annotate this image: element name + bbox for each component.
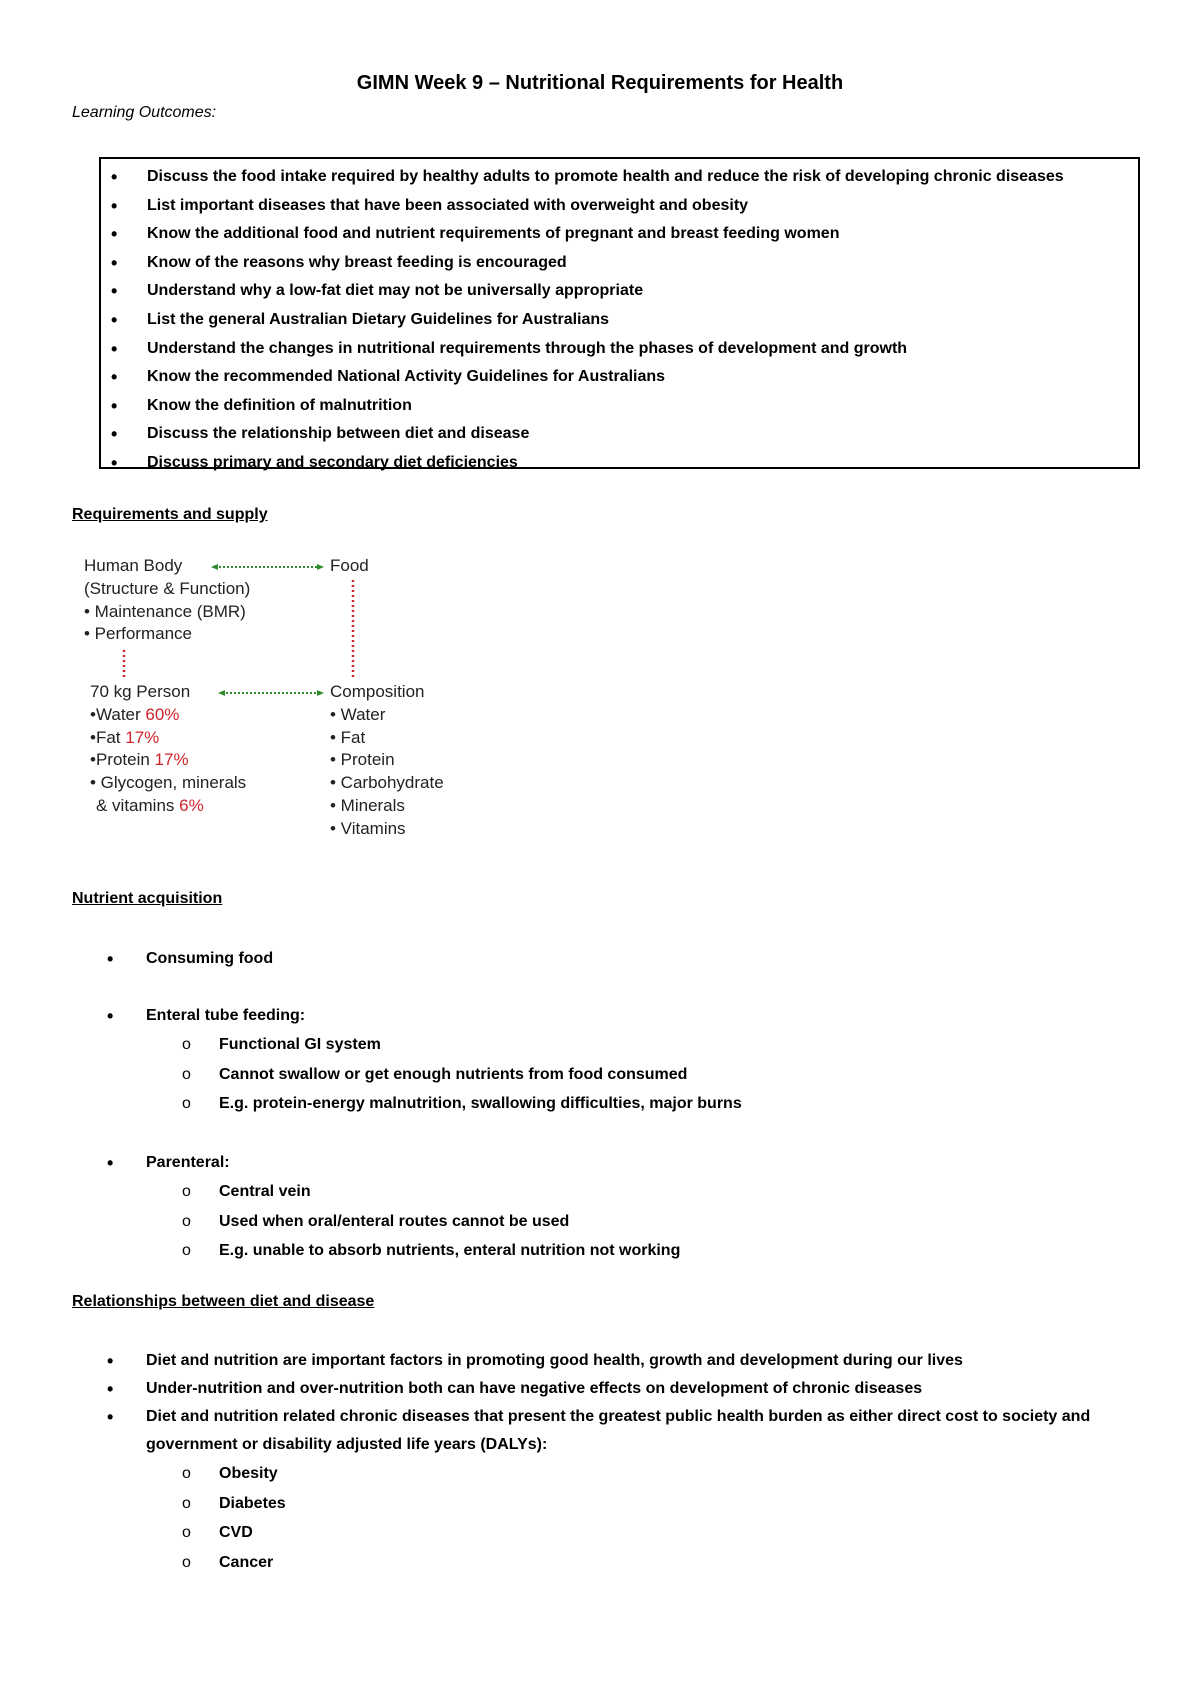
sub-list-item: o Cancer (146, 1548, 1136, 1578)
diagram-performance: • Performance (84, 624, 192, 643)
enteral-sublist (146, 1030, 1200, 1119)
learning-outcomes-box (99, 157, 1140, 469)
diagram-comp-item: • Minerals (330, 796, 405, 815)
learning-outcome-item: • List important diseases that have been associated with overweight and obesity (101, 192, 1138, 221)
diagram-water: •Water 60% (90, 705, 180, 724)
sub-list-item: o Diabetes (146, 1489, 1136, 1519)
diagram-person: 70 kg Person (90, 682, 191, 701)
learning-outcome-item: • Know of the reasons why breast feeding is encouraged (101, 249, 1138, 278)
enteral-list (0, 1002, 1200, 1119)
learning-outcome-item: • List the general Australian Dietary Guidelines for Australians (101, 306, 1138, 335)
parenteral-sublist (146, 1177, 1200, 1266)
list-item: • Under-nutrition and over-nutrition both can have negative effects on development of chronic diseases (0, 1375, 1200, 1403)
sub-list-item: o E.g. protein-energy malnutrition, swallowing difficulties, major burns (146, 1089, 1200, 1119)
page-title: GIMN Week 9 – Nutritional Requirements for Health (356, 72, 844, 94)
learning-outcome-item: • Understand why a low-fat diet may not be universally appropriate (101, 277, 1138, 306)
diagram-fat: •Fat 17% (90, 728, 160, 747)
sub-list-item: o Functional GI system (146, 1030, 1200, 1060)
requirements-heading: Requirements and supply (72, 506, 268, 523)
diseases-sublist (146, 1459, 1136, 1577)
learning-outcomes-label: Learning Outcomes: (72, 104, 217, 121)
diagram-glycogen: • Glycogen, minerals (90, 773, 247, 792)
requirements-diagram (80, 556, 480, 856)
sub-list-item: o Used when oral/enteral routes cannot be used (146, 1207, 1200, 1237)
learning-outcome-item: • Discuss the relationship between diet and disease (101, 420, 1138, 449)
diagram-comp-item: • Fat (330, 728, 366, 747)
sub-list-item: o Central vein (146, 1177, 1200, 1207)
arrow-bottom-horizontal (218, 690, 324, 696)
relationships-list (0, 1347, 1200, 1577)
list-item (0, 1002, 1200, 1119)
list-item: • Consuming food (0, 945, 1200, 973)
acquisition-heading: Nutrient acquisition (72, 890, 223, 907)
sub-list-item: o CVD (146, 1518, 1136, 1548)
sub-list-item: o Cannot swallow or get enough nutrients from food consumed (146, 1060, 1200, 1090)
diagram-composition: Composition (330, 682, 425, 701)
arrow-top-horizontal (211, 564, 324, 570)
learning-outcome-item: • Know the definition of malnutrition (101, 392, 1138, 421)
dalys-text: Diet and nutrition related chronic diseases that present the greatest public health burden as either direct cost to society and government or disability adjusted life years (DALYs): (146, 1408, 1091, 1453)
enteral-label: Enteral tube feeding: (146, 1007, 306, 1024)
learning-outcome-item: • Discuss primary and secondary diet deficiencies (101, 449, 1138, 478)
diagram-maintenance: • Maintenance (BMR) (84, 602, 246, 621)
diagram-vitamins-pct: & vitamins 6% (96, 796, 204, 815)
diagram-comp-item: • Water (330, 705, 386, 724)
diagram-structure: (Structure & Function) (84, 579, 251, 598)
learning-outcome-item: • Know the recommended National Activity Guidelines for Australians (101, 363, 1138, 392)
sub-list-item: o E.g. unable to absorb nutrients, enteral nutrition not working (146, 1236, 1200, 1266)
diagram-protein: •Protein 17% (90, 750, 189, 769)
diagram-human-body: Human Body (84, 556, 183, 575)
list-item (0, 1403, 1136, 1577)
acquisition-list (0, 945, 1200, 973)
diagram-connectors (80, 556, 480, 856)
list-item (0, 1149, 1200, 1266)
diagram-food: Food (330, 556, 369, 575)
parenteral-label: Parenteral: (146, 1154, 230, 1171)
diagram-comp-item: • Vitamins (330, 819, 406, 838)
diagram-comp-item: • Protein (330, 750, 395, 769)
diagram-comp-item: • Carbohydrate (330, 773, 444, 792)
learning-outcome-item: • Discuss the food intake required by healthy adults to promote health and reduce the risk of developing chronic diseases (101, 163, 1138, 192)
relationships-heading: Relationships between diet and disease (72, 1293, 375, 1310)
learning-outcome-item: • Understand the changes in nutritional requirements through the phases of development and growth (101, 335, 1138, 364)
list-item: • Diet and nutrition are important factors in promoting good health, growth and development during our lives (0, 1347, 1200, 1375)
parenteral-list (0, 1149, 1200, 1266)
sub-list-item: o Obesity (146, 1459, 1136, 1489)
learning-outcome-item: • Know the additional food and nutrient requirements of pregnant and breast feeding women (101, 220, 1138, 249)
